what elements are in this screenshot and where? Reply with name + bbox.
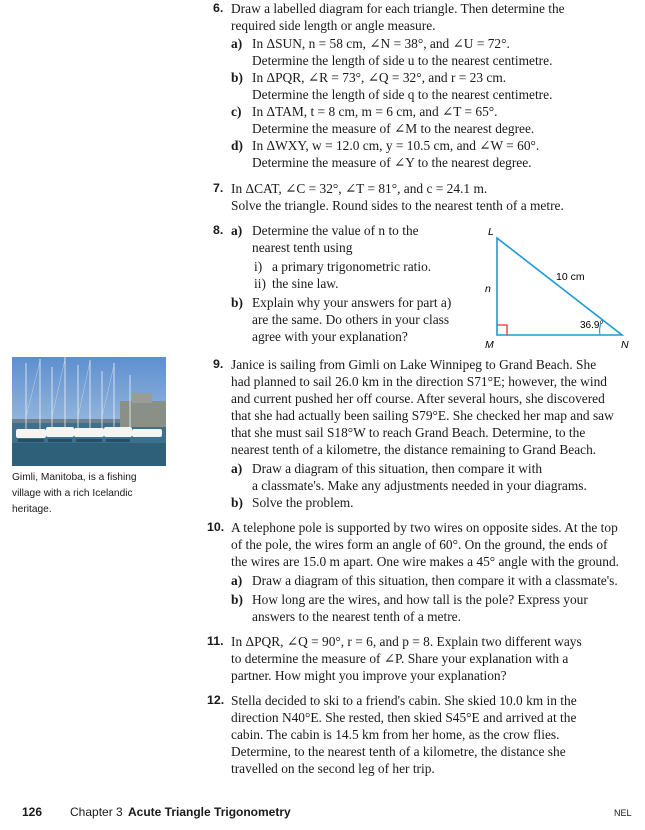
part-label: d) <box>231 138 243 153</box>
question-text: A telephone pole is supported by two wires on opposite sides. At the top <box>231 520 618 535</box>
question-text: Janice is sailing from Gimli on Lake Winnipeg to Grand Beach. She <box>231 357 597 372</box>
vertex-n-label: N <box>621 339 629 351</box>
part-label: b) <box>231 495 243 510</box>
question-number: 9. <box>213 357 224 371</box>
side-n-label: n <box>485 283 491 295</box>
question-text: required side length or angle measure. <box>231 18 436 33</box>
part-label: a) <box>231 573 243 588</box>
subpart-text: a primary trigonometric ratio. <box>272 259 432 274</box>
question-text: of the pole, the wires form an angle of 60°. On the ground, the ends of <box>231 537 608 552</box>
question-text: Draw a labelled diagram for each triangle. Then determine the <box>231 1 565 16</box>
publisher-label: NEL <box>614 808 632 818</box>
question-text: that she must sail S18°W to reach Grand Beach. Determine, to the <box>231 425 586 440</box>
question-text: Stella decided to ski to a friend's cabin. She skied 10.0 km in the <box>231 693 577 708</box>
part-text: answers to the nearest tenth of a metre. <box>252 609 461 624</box>
marina-image <box>12 357 166 466</box>
caption-line: heritage. <box>12 504 52 515</box>
part-text: In ΔSUN, n = 58 cm, ∠N = 38°, and ∠U = 72°. <box>252 36 510 51</box>
part-label: b) <box>231 70 243 85</box>
caption-line: Gimli, Manitoba, is a fishing <box>12 472 137 483</box>
part-text: are the same. Do others in your class <box>252 312 450 327</box>
part-label: a) <box>231 223 243 238</box>
part-text: In ΔPQR, ∠R = 73°, ∠Q = 32°, and r = 23 cm. <box>252 70 507 85</box>
part-label: a) <box>231 461 243 476</box>
page-number: 126 <box>22 805 43 819</box>
question-number: 10. <box>207 520 225 534</box>
part-text: Determine the measure of ∠M to the nearest degree. <box>252 121 535 136</box>
question-number: 12. <box>207 693 225 707</box>
triangle-diagram <box>470 220 640 355</box>
subpart-label: ii) <box>254 276 266 291</box>
question-text: In ΔPQR, ∠Q = 90°, r = 6, and p = 8. Explain two different ways <box>231 634 582 649</box>
question-text: direction N40°E. She rested, then skied S45°E and arrived at the <box>231 710 577 725</box>
chapter-title: Acute Triangle Trigonometry <box>128 805 291 819</box>
question-text: that she had actually been sailing S79°E. She checked her map and saw <box>231 408 614 423</box>
part-text: nearest tenth using <box>252 240 353 255</box>
part-label: b) <box>231 592 243 607</box>
question-text: nearest tenth of a kilometre, the distance remaining to Grand Beach. <box>231 442 597 457</box>
part-label: c) <box>231 104 242 119</box>
part-text: In ΔTAM, t = 8 cm, m = 6 cm, and ∠T = 65°. <box>252 104 498 119</box>
question-text: Solve the triangle. Round sides to the nearest tenth of a metre. <box>231 198 564 213</box>
question-number: 11. <box>207 634 224 648</box>
part-text: Draw a diagram of this situation, then compare it with a classmate's. <box>252 573 618 588</box>
question-text: the wires are 15.0 m apart. One wire makes a 45° angle with the ground. <box>231 554 619 569</box>
part-text: In ΔWXY, w = 12.0 cm, y = 10.5 cm, and ∠W = 60°. <box>252 138 540 153</box>
vertex-l-label: L <box>488 226 494 238</box>
part-text: How long are the wires, and how tall is the pole? Express your <box>252 592 588 607</box>
part-text: Solve the problem. <box>252 495 354 510</box>
question-text: cabin. The cabin is 14.5 km from her home, as the crow flies. <box>231 727 560 742</box>
part-text: Draw a diagram of this situation, then compare it with <box>252 461 543 476</box>
subpart-label: i) <box>254 259 263 274</box>
part-text: agree with your explanation? <box>252 329 408 344</box>
question-text: Determine, to the nearest tenth of a kilometre, the distance she <box>231 744 566 759</box>
chapter-prefix: Chapter 3 <box>70 805 123 819</box>
part-text: a classmate's. Make any adjustments needed in your diagrams. <box>252 478 587 493</box>
question-text: to determine the measure of ∠P. Share your explanation with a <box>231 651 569 666</box>
part-text: Determine the length of side u to the nearest centimetre. <box>252 53 553 68</box>
hypotenuse-label: 10 cm <box>556 271 585 283</box>
right-angle-marker <box>497 325 507 335</box>
caption-line: village with a rich Icelandic <box>12 488 133 499</box>
part-label: a) <box>231 36 243 51</box>
question-number: 8. <box>213 223 224 237</box>
question-text: partner. How might you improve your explanation? <box>231 668 507 683</box>
angle-label: 36.9° <box>580 320 604 331</box>
question-number: 7. <box>213 181 224 195</box>
part-text: Determine the value of n to the <box>252 223 419 238</box>
question-text: had planned to sail 26.0 km in the direction S71°E; however, the wind <box>231 374 607 389</box>
part-label: b) <box>231 295 243 310</box>
marina-photo <box>12 357 166 466</box>
question-number: 6. <box>213 1 224 15</box>
subpart-text: the sine law. <box>272 276 339 291</box>
vertex-m-label: M <box>485 339 494 351</box>
question-text: travelled on the second leg of her trip. <box>231 761 435 776</box>
question-text: and current pushed her off course. After several hours, she discovered <box>231 391 605 406</box>
part-text: Explain why your answers for part a) <box>252 295 452 310</box>
part-text: Determine the measure of ∠Y to the nearest degree. <box>252 155 532 170</box>
part-text: Determine the length of side q to the nearest centimetre. <box>252 87 553 102</box>
question-text: In ΔCAT, ∠C = 32°, ∠T = 81°, and c = 24.1 m. <box>231 181 488 196</box>
